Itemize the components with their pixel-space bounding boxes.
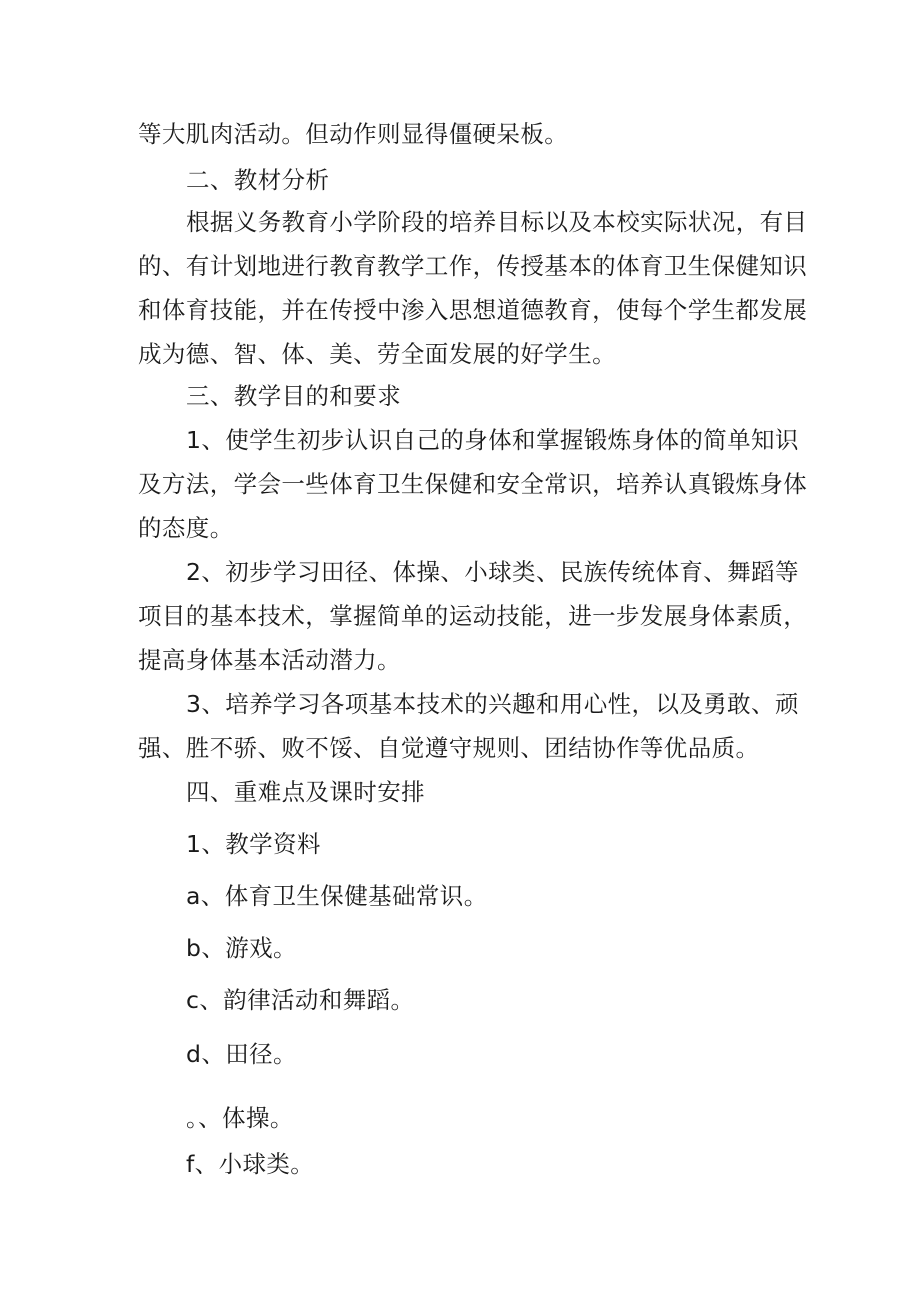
section-heading-textbook-analysis: 二、教材分析 — [186, 166, 330, 194]
paragraph-line: 提高身体基本活动潜力。 — [138, 646, 401, 674]
paragraph-line: 成为德、智、体、美、劳全面发展的好学生。 — [138, 340, 616, 368]
list-item-1: 1、使学生初步认识自己的身体和掌握锻炼身体的简单知识 — [186, 426, 799, 454]
paragraph-line: 项目的基本技术，掌握简单的运动技能，进一步发展身体素质， — [138, 602, 808, 630]
list-item-f: f、小球类。 — [186, 1150, 315, 1178]
paragraph-line: 和体育技能，并在传授中渗入思想道德教育，使每个学生都发展 — [138, 296, 808, 324]
list-item-3: 3、培养学习各项基本技术的兴趣和用心性，以及勇敢、顽 — [186, 690, 799, 718]
list-item-a: a、体育卫生保健基础常识。 — [186, 882, 488, 910]
section-heading-teaching-goals: 三、教学目的和要求 — [186, 382, 402, 410]
list-item-d: d、田径。 — [186, 1040, 297, 1068]
paragraph-continuation: 等大肌肉活动。但动作则显得僵硬呆板。 — [138, 120, 569, 148]
paragraph-line: 强、胜不骄、败不馁、自觉遵守规则、团结协作等优品质。 — [138, 734, 760, 762]
list-item-teaching-materials: 1、教学资料 — [186, 830, 321, 858]
section-heading-key-points: 四、重难点及课时安排 — [186, 778, 425, 806]
paragraph-line: 根据义务教育小学阶段的培养目标以及本校实际状况，有目 — [186, 208, 808, 236]
list-item-c: c、韵律活动和舞蹈。 — [186, 986, 415, 1014]
paragraph-line: 及方法，学会一些体育卫生保健和安全常识，培养认真锻炼身体 — [138, 470, 808, 498]
list-item-e: 。、体操。 — [186, 1104, 294, 1132]
list-item-b: b、游戏。 — [186, 934, 297, 962]
paragraph-line: 的态度。 — [138, 514, 234, 542]
list-item-2: 2、初步学习田径、体操、小球类、民族传统体育、舞蹈等 — [186, 558, 799, 586]
paragraph-line: 的、有计划地进行教育教学工作，传授基本的体育卫生保健知识 — [138, 252, 808, 280]
